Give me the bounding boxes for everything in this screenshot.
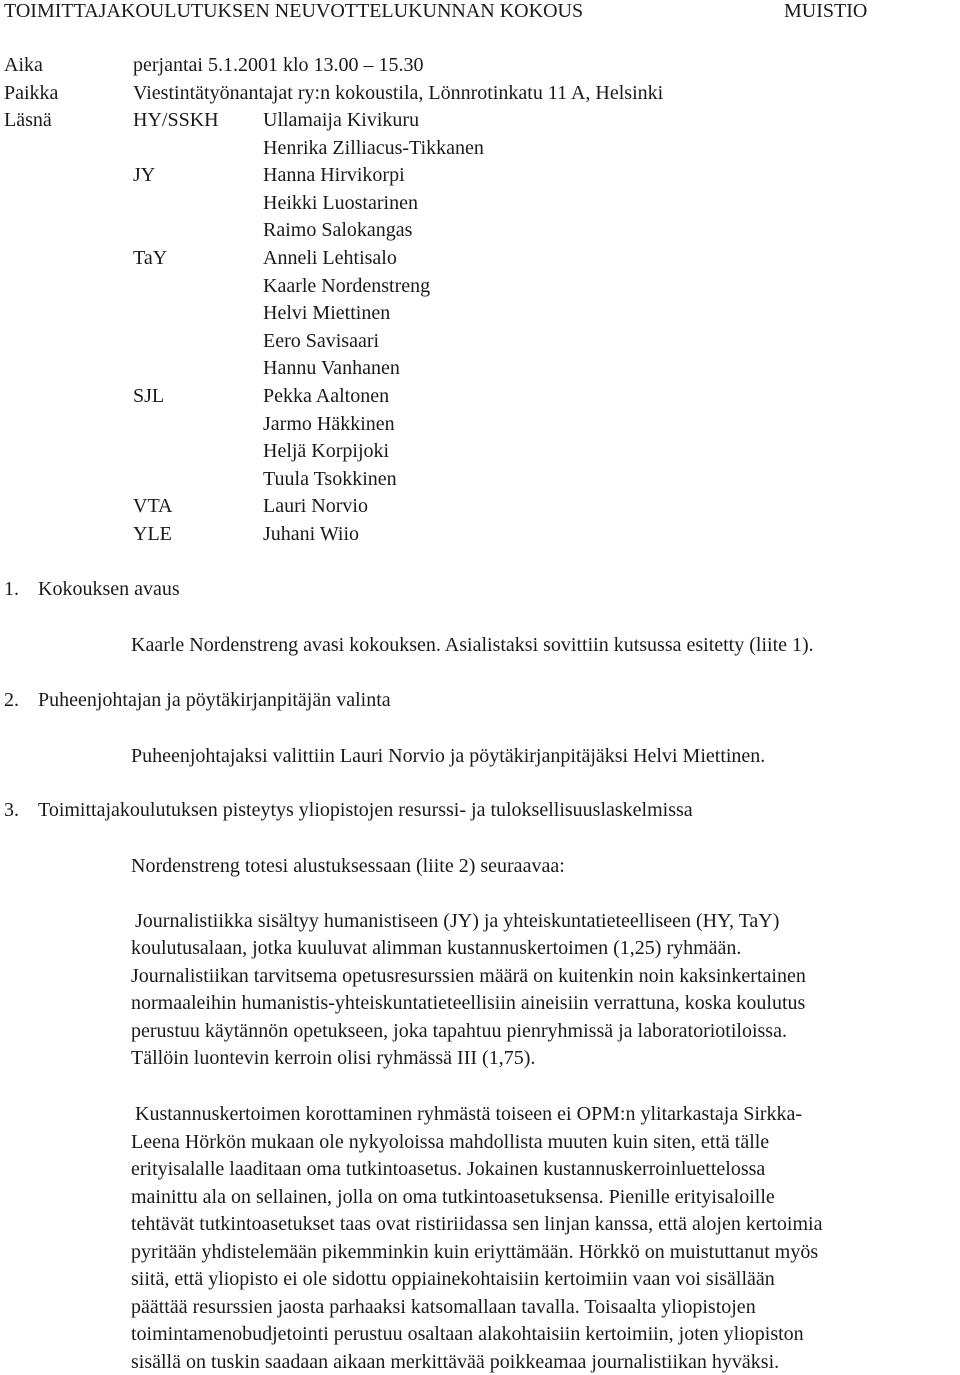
attendee-name: Eero Savisaari	[263, 330, 380, 352]
attendee-name: Henrika Zilliacus-Tikkanen	[263, 137, 484, 159]
attendee-org: HY/SSKH	[133, 109, 219, 131]
document-title: TOIMITTAJAKOULUTUKSEN NEUVOTTELUKUNNAN KOKOUS	[4, 0, 584, 22]
attendee-name: Kaarle Nordenstreng	[263, 275, 431, 297]
item-number: 2.	[4, 689, 19, 711]
paragraph-line: normaaleihin humanistis-yhteiskuntatieteellisiin aineisiin verrattuna, koska koulutus	[131, 992, 806, 1014]
attendee-name: Tuula Tsokkinen	[263, 468, 397, 490]
paragraph-line: sisällä on tuskin saadaan aikaan merkittävää poikkeamaa journalistiikan hyväksi.	[131, 1351, 780, 1373]
time-label: Aika	[4, 54, 43, 76]
attendee-name: Raimo Salokangas	[263, 219, 413, 241]
item-title: Puheenjohtajan ja pöytäkirjanpitäjän valinta	[38, 689, 391, 711]
paragraph-line: erityisalalle laaditaan oma tutkintoasetus. Jokainen kustannuskerroinluettelossa	[131, 1158, 766, 1180]
paragraph-line: Journalistiikka sisältyy humanistiseen (JY) ja yhteiskuntatieteelliseen (HY, TaY)	[135, 910, 780, 932]
attendee-org: JY	[133, 164, 156, 186]
paragraph-line: Journalistiikan tarvitsema opetusresurssien määrä on kuitenkin noin kaksinkertainen	[131, 965, 806, 987]
attendee-name: Anneli Lehtisalo	[263, 247, 397, 269]
attendee-org: YLE	[133, 523, 172, 545]
place-label: Paikka	[4, 82, 59, 104]
paragraph-line: Tällöin luontevin kerroin olisi ryhmässä III (1,75).	[131, 1047, 536, 1069]
paragraph-line: tehtävät tutkintoasetukset taas ovat ristiriidassa sen linjan kanssa, että alojen kertoimia	[131, 1213, 823, 1235]
attendee-name: Pekka Aaltonen	[263, 385, 390, 407]
paragraph-line: koulutusalaan, jotka kuuluvat alimman kustannuskertoimen (1,25) ryhmään.	[131, 937, 742, 959]
paragraph-line: päättää resurssien jaosta parhaaksi katsomallaan tavalla. Toisaalta yliopistojen	[131, 1296, 756, 1318]
paragraph-line: Leena Hörkön mukaan ole nykyoloissa mahdollista muuten kuin siten, että tälle	[131, 1131, 770, 1153]
attendee-org: VTA	[133, 495, 173, 517]
attendee-name: Jarmo Häkkinen	[263, 413, 395, 435]
attendee-name: Heikki Luostarinen	[263, 192, 418, 214]
paragraph-line: perustuu käytännön opetukseen, joka tapahtuu pienryhmissä ja laboratoriotiloissa.	[131, 1020, 787, 1042]
item-text: Kaarle Nordenstreng avasi kokouksen. Asialistaksi sovittiin kutsussa esitetty (liite 1).	[131, 634, 814, 656]
attendee-name: Heljä Korpijoki	[263, 440, 390, 462]
paragraph-line: mainittu ala on sellainen, jolla on oma tutkintoasetuksensa. Pienille erityisaloille	[131, 1186, 775, 1208]
place-value: Viestintätyönantajat ry:n kokoustila, Lönnrotinkatu 11 A, Helsinki	[133, 82, 664, 104]
present-label: Läsnä	[4, 109, 52, 131]
item-title: Toimittajakoulutuksen pisteytys yliopistojen resurssi- ja tuloksellisuuslaskelmissa	[38, 799, 693, 821]
item-intro: Nordenstreng totesi alustuksessaan (liite 2) seuraavaa:	[131, 855, 565, 877]
item-number: 1.	[4, 578, 19, 600]
attendee-name: Juhani Wiio	[263, 523, 360, 545]
time-value: perjantai 5.1.2001 klo 13.00 – 15.30	[133, 54, 424, 76]
item-text: Puheenjohtajaksi valittiin Lauri Norvio ja pöytäkirjanpitäjäksi Helvi Miettinen.	[131, 745, 766, 767]
attendee-name: Ullamaija Kivikuru	[263, 109, 420, 131]
attendee-name: Hanna Hirvikorpi	[263, 164, 405, 186]
attendee-name: Helvi Miettinen	[263, 302, 391, 324]
item-title: Kokouksen avaus	[38, 578, 180, 600]
document-type: MUISTIO	[784, 0, 868, 22]
item-number: 3.	[4, 799, 19, 821]
paragraph-line: Kustannuskertoimen korottaminen ryhmästä toiseen ei OPM:n ylitarkastaja Sirkka-	[135, 1103, 803, 1125]
paragraph-line: pyritään yhdistelemään pikemminkin kuin eriyttämään. Hörkkö on muistuttanut myös	[131, 1241, 819, 1263]
attendee-name: Lauri Norvio	[263, 495, 368, 517]
attendee-org: TaY	[133, 247, 168, 269]
paragraph-line: siitä, että yliopisto ei ole sidottu oppiainekohtaisiin kertoimiin vaan voi sisällään	[131, 1268, 775, 1290]
paragraph-line: toimintamenobudjetointi perustuu osaltaan alakohtaisiin kertoimiin, joten yliopiston	[131, 1323, 804, 1345]
attendee-name: Hannu Vanhanen	[263, 357, 400, 379]
attendee-org: SJL	[133, 385, 165, 407]
